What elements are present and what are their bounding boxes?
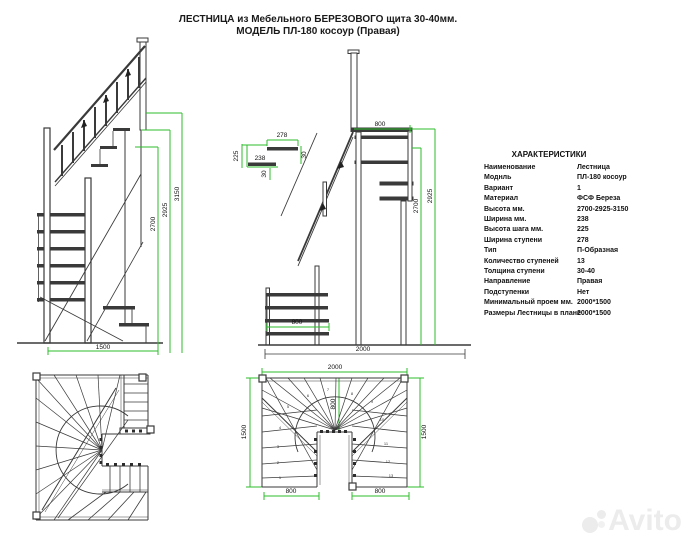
- side-elevation-drawing: [15, 32, 205, 362]
- characteristics-table: [484, 150, 680, 319]
- row-value: ПЛ-180 косоур: [577, 174, 627, 182]
- dim-thickness-30b: 30: [261, 170, 268, 178]
- table-row: [484, 173, 680, 183]
- step-number: 12: [385, 459, 391, 464]
- row-label: Моднль: [484, 174, 512, 182]
- step-number: 4: [278, 425, 282, 430]
- dim-width-1500: 1500: [95, 344, 111, 351]
- dim-height-3150: 3150: [174, 186, 181, 202]
- table-row: [484, 288, 680, 298]
- row-label: Ширина ступени: [484, 236, 543, 244]
- step-number: 2: [276, 460, 280, 465]
- row-value: 1: [577, 184, 581, 192]
- avito-logo-icon: [582, 505, 608, 537]
- table-row: [484, 257, 680, 267]
- table-row: [484, 215, 680, 225]
- plan-view-left: [28, 372, 158, 530]
- row-value: Нет: [577, 288, 590, 296]
- dim-steps-800: 800: [291, 319, 303, 326]
- row-value: ФСФ Береза: [577, 195, 621, 203]
- row-label: Направление: [484, 278, 531, 286]
- row-label: Высота мм.: [484, 205, 525, 213]
- dim-height-2700: 2700: [150, 216, 157, 232]
- table-row: [484, 184, 680, 194]
- step-number: 13: [388, 473, 394, 478]
- row-value: 225: [577, 226, 589, 234]
- row-value: 13: [577, 257, 585, 265]
- front-elevation-drawing: [253, 48, 488, 363]
- step-number: 3: [276, 444, 280, 449]
- table-row: [484, 205, 680, 215]
- row-label: Наименование: [484, 164, 536, 171]
- step-number: 11: [383, 441, 389, 446]
- table-row: [484, 236, 680, 246]
- row-label: Толщина ступени: [484, 268, 545, 276]
- step-number: 7: [326, 387, 330, 392]
- table-row: [484, 225, 680, 235]
- table-row: [484, 163, 680, 173]
- row-label: Количество ступеней: [484, 257, 559, 265]
- table-row: [484, 309, 680, 319]
- dim-width-2000-front: 2000: [355, 346, 371, 353]
- row-value: Лестница: [577, 164, 610, 171]
- row-label: Ширина мм.: [484, 216, 527, 224]
- dim-plan-800-left: 800: [285, 488, 297, 495]
- avito-watermark: [582, 504, 682, 538]
- dim-landing-800: 800: [374, 121, 386, 128]
- table-row: [484, 246, 680, 256]
- step-number: 1: [278, 475, 282, 480]
- side-dimension-lines: [48, 113, 182, 355]
- dim-height-2700-front: 2700: [413, 198, 420, 214]
- step-number: 5: [286, 404, 290, 409]
- dim-plan-2000: 2000: [327, 364, 343, 371]
- watermark-text: Avito: [608, 504, 682, 537]
- dim-plan-1500-right: 1500: [421, 424, 428, 440]
- dim-plan-1500-left: 1500: [241, 424, 248, 440]
- row-label: Материал: [484, 195, 519, 203]
- row-value: 278: [577, 236, 589, 244]
- row-value: П-Образная: [577, 247, 619, 255]
- row-label: Тип: [484, 247, 497, 255]
- step-number: 8: [350, 391, 354, 396]
- table-row: [484, 277, 680, 287]
- step-number: 6: [306, 393, 310, 398]
- characteristics-header: ХАРАКТЕРИСТИКИ: [511, 150, 587, 159]
- dim-thickness-30a: 30: [301, 151, 308, 159]
- step-number: 9: [370, 399, 374, 404]
- table-row: [484, 194, 680, 204]
- row-value: 30-40: [577, 268, 595, 276]
- row-value: 238: [577, 216, 589, 224]
- title-line2: МОДЕЛЬ ПЛ-180 косоур (Правая): [236, 26, 400, 37]
- row-label: Минимальный проем мм.: [484, 299, 573, 307]
- row-value: 2000*1500: [577, 299, 611, 307]
- dim-plan-opening-800: 800: [330, 398, 337, 410]
- step-number: 10: [379, 417, 385, 422]
- row-label: Размеры Лестницы в плане: [484, 309, 581, 317]
- row-label: Высота шага мм.: [484, 226, 544, 234]
- dim-height-2925: 2925: [162, 202, 169, 218]
- dim-plan-800-right: 800: [374, 488, 386, 495]
- row-value: 2700-2925-3150: [577, 205, 629, 213]
- table-row: [484, 298, 680, 308]
- dim-rise-225: 225: [233, 150, 240, 162]
- row-value: 2000*1500: [577, 309, 611, 317]
- dim-tread-238: 238: [254, 155, 266, 162]
- dim-height-2925-front: 2925: [427, 188, 434, 204]
- table-row: [484, 267, 680, 277]
- dim-tread-278: 278: [276, 132, 288, 139]
- plan-view-right: [240, 360, 430, 510]
- row-value: Правая: [577, 278, 603, 286]
- row-label: Подступенки: [484, 288, 530, 296]
- row-label: Вариант: [484, 184, 514, 192]
- title-line1: ЛЕСТНИЦА из Мебельного БЕРЕЗОВОГО щита 30-40мм.: [178, 14, 458, 25]
